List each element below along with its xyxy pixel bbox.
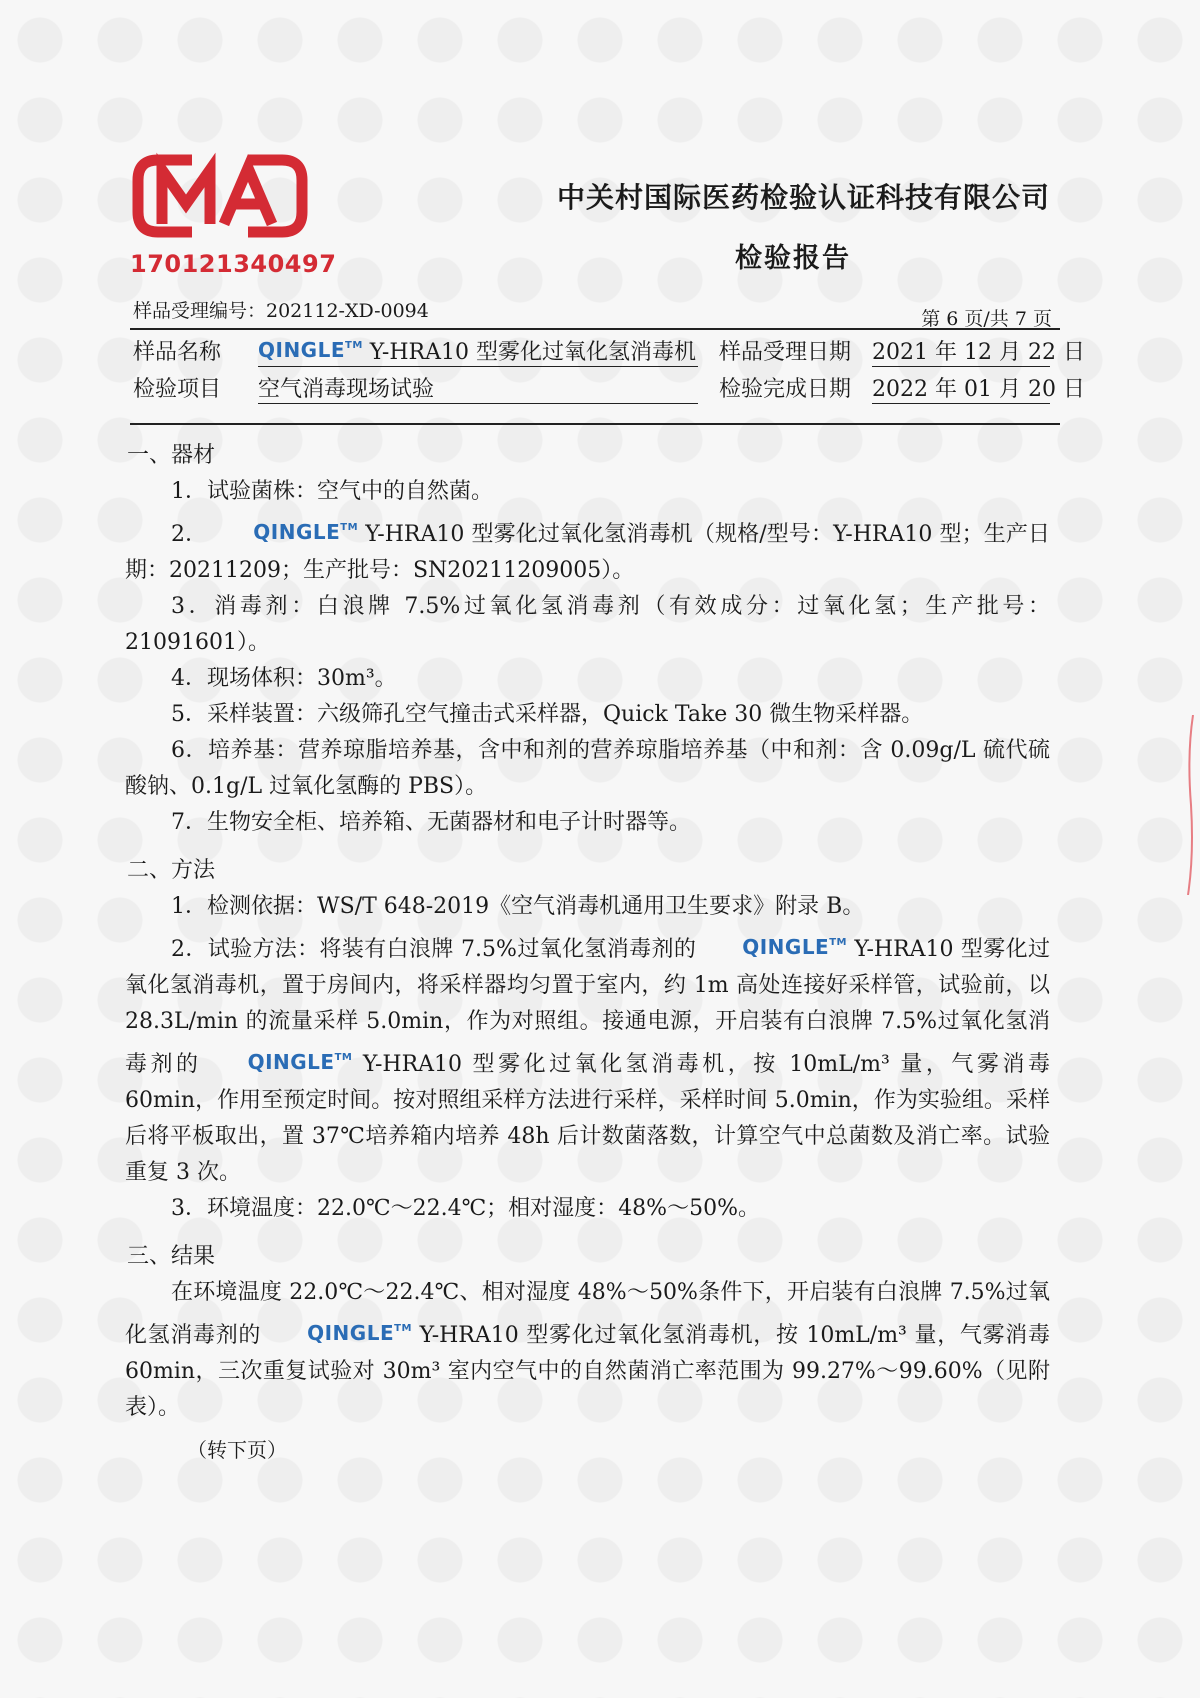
seal-edge-mark-icon (1185, 715, 1195, 895)
method-item-1: 1．检测依据：WS/T 648-2019《空气消毒机通用卫生要求》附录 B。 (171, 894, 865, 919)
cma-number: 170121340497 (130, 250, 337, 278)
brand-logo: QINGLE™ (258, 338, 363, 362)
brand-logo: QINGLE™ (253, 520, 359, 544)
equipment-item-7: 7．生物安全柜、培养箱、无菌器材和电子计时器等。 (171, 810, 691, 835)
page-number: 第 6 页/共 7 页 (921, 308, 1052, 330)
equipment-item-2: 2． QINGLE™ Y-HRA10 型雾化过氧化氢消毒机（规格/型号：Y-HRA10 型；生产日期：20211209；生产批号：SN20211209005）。 (125, 510, 1050, 589)
cma-seal (130, 148, 337, 278)
info-row-item (133, 372, 1085, 404)
header-rule-bottom (130, 423, 1060, 425)
section-heading-result: 三、结果 (127, 1244, 216, 1269)
sample-number: 样品受理编号：202112-XD-0094 (133, 300, 429, 322)
section-heading-method: 二、方法 (127, 858, 216, 883)
info-row-sample (133, 333, 1085, 367)
sample-name-value: QINGLE™ Y-HRA10 型雾化过氧化氢消毒机 (258, 333, 698, 367)
header-rule-top (130, 328, 1060, 330)
item-value: 空气消毒现场试验 (258, 377, 698, 404)
method-item-2: 2．试验方法：将装有白浪牌 7.5%过氧化氢消毒剂的 QINGLE™ Y-HRA10 型雾化过氧化氢消毒机，置于房间内，将采样器均匀置于室内，约 1m 高处连接好采样管，试验前，以 28.3L/min 的流量采样 5.0min，作为对照组。接通电源，开启装有白浪牌 7.5%过氧化氢消毒剂的 QINGLE™ Y-HRA10 型雾化过氧化氢消毒机，按 10mL/m³ 量，气雾消毒 60min，作用至预定时间。按对照组采样方法进行采样，采样时间 5.0min，作为实验组。采样后将平板取出，置 37℃培养箱内培养 48h 后计数菌落数，计算空气中总菌数及消亡率。试验重复 3 次。 (125, 925, 1050, 1191)
brand-logo: QINGLE™ (307, 1321, 412, 1345)
brand-logo: QINGLE™ (247, 1050, 353, 1074)
result-paragraph: 在环境温度 22.0℃～22.4℃、相对湿度 48%～50%条件下，开启装有白浪牌 7.5%过氧化氢消毒剂的 QINGLE™ Y-HRA10 型雾化过氧化氢消毒机，按 10mL/m³ 量，气雾消毒 60min，三次重复试验对 30m³ 室内空气中的自然菌消亡率范围为 99.27%～99.60%（见附表）。 (125, 1280, 1050, 1420)
equipment-item-6: 6．培养基：营养琼脂培养基，含中和剂的营养琼脂培养基（中和剂：含 0.09g/L 硫代硫酸钠、0.1g/L 过氧化氢酶的 PBS）。 (125, 738, 1050, 799)
section-heading-equipment: 一、器材 (127, 443, 216, 468)
equipment-item-5: 5．采样装置：六级筛孔空气撞击式采样器，Quick Take 30 微生物采样器。 (171, 702, 924, 727)
equipment-item-1: 1．试验菌株：空气中的自然菌。 (171, 479, 493, 504)
receive-date-label: 样品受理日期 (719, 340, 852, 365)
method-item-3: 3．环境温度：22.0℃～22.4℃；相对湿度：48%～50%。 (171, 1196, 760, 1221)
equipment-item-3: 3．消毒剂：白浪牌 7.5%过氧化氢消毒剂（有效成分：过氧化氢；生产批号：21091601）。 (125, 594, 1050, 655)
report-body (125, 438, 1050, 1468)
cma-logo-icon (130, 148, 310, 248)
complete-date-label: 检验完成日期 (719, 377, 852, 402)
equipment-item-4: 4．现场体积：30m³。 (171, 666, 397, 691)
complete-date-value: 2022 年 01 月 20 日 (872, 377, 1085, 402)
company-name: 中关村国际医药检验认证科技有限公司 (556, 181, 1050, 214)
sample-name-label: 样品名称 (133, 340, 222, 365)
brand-logo: QINGLE™ (742, 935, 848, 959)
receive-date-value: 2021 年 12 月 22 日 (872, 340, 1085, 365)
continued-note: （转下页） (187, 1438, 287, 1462)
item-label: 检验项目 (133, 377, 222, 402)
report-title: 检验报告 (735, 243, 851, 274)
